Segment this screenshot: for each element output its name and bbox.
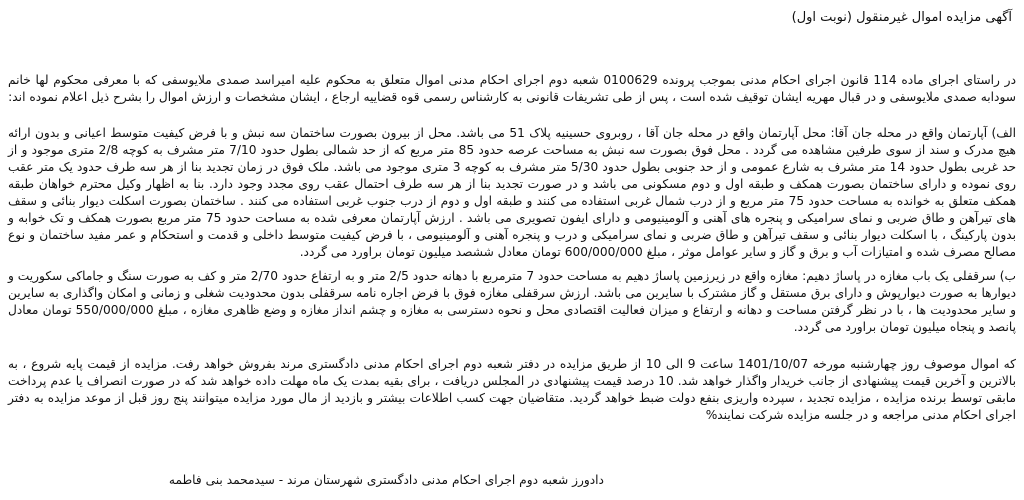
signature-line: دادورز شعبه دوم اجرای احکام مدنی دادگستری شهرستان مرند - سیدمحمد بنی فاطمه [168, 473, 604, 487]
notice-title: آگهی مزایده اموال غیرمنقول (نوبت اول) [791, 10, 1012, 25]
intro-paragraph: در راستای اجرای ماده 114 قانون اجرای احکام مدنی بموجب پرونده 0100629 شعبه دوم اجرای احکام مدنی اموال متعلق به محکوم علیه امیراسد صمدی ملایوسفی که با معرفی محکوم لها خانم سودابه صمدی ملایوسفی و در قبال مهریه ایشان توقیف شده است ، پس از طی تشریفات قانونی به کارشناس رسمی قوه قضاییه ارجاع ، ایشان مشخصات و ارزش اموال را بشرح ذیل اعلام نموده اند: [8, 73, 1016, 104]
auction-terms-paragraph: که اموال موصوف روز چهارشنبه مورخه 1401/10/07 ساعت 9 الی 10 از طریق مزایده در دفتر شعبه دوم اجرای احکام مدنی دادگستری مرند بفروش خواهد رفت. مزایده از قیمت پایه شروع ، به بالاترین و آخرین قیمت پیشنهادی از جانب خریدار واگذار خواهد شد. 10 درصد قیمت پیشنهادی در المجلس دریافت ، برای بقیه بمدت یک ماه مهلت داده خواهد شد که در صورت انصراف یا عدم پرداخت مابقی توسط برنده مزایده ، مزایده تجدید ، سپرده واریزی بنفع دولت ضبط خواهد گردید. متقاضیان جهت کسب اطلاعات بیشتر و بازدید از مال مورد مزایده میتوانند پنج روز قبل از موعد مزایده به دفتر اجرای احکام مدنی مراجعه و در جلسه مزایده شرکت نمایند% [8, 357, 1016, 422]
property-b-shop-paragraph: ب) سرقفلی یک باب مغازه در پاساژ دهیم: مغازه واقع در زیرزمین پاساژ دهیم به مساحت حدود 7 مترمربع با دهانه حدود 2/5 متر و به ارتفاع حدود 2/70 متر و کف به صورت سنگ و جاماکی سکوریت و دیوارها به صورت دیوارپوش و دارای برق مستقل و گاز مشترک با سایرین می باشد. ارزش سرقفلی مغازه فوق با فرض اجاره نامه سرقفلی بدون محدودیت شغلی و زمانی و امکان واگذاری به سایرین و سایر محدودیت ها ، با در نظر گرفتن مساحت و دهانه و ارتفاع و میزان فعالیت اقتصادی محل و نحوه دسترسی به مغازه و چشم انداز مغازه و وضع ظاهری مغازه ، مبلغ 550/000/000 تومان معادل پانصد و پنجاه میلیون تومان براورد می گردد. [8, 269, 1017, 334]
property-a-apartment-paragraph: الف) آپارتمان واقع در محله جان آقا: محل آپارتمان واقع در محله جان آقا ، روبروی حسینیه پلاک 51 می باشد. محل از بیرون بصورت ساختمان سه نبش و با فرض کیفیت متوسط اعیانی و بدون ارائه هیچ مدرک و سند از سوی طرفین مشاهده می گردد . محل فوق بصورت سه نبش به مساحت عرصه حدود 85 متر مربع که از حد شمالی بطول حدود 7/10 متر مشرف به کوچه 2/8 متری موجود و از حد غربی بطول حدود 14 متر مشرف به شارع عمومی و از حد جنوبی بطول حدود 5/30 متر مشرف به کوچه 3 متری موجود می باشد. ملک فوق در زمان تجدید بنا از هر سه طرف حدود یک متر عقب روی نموده و دارای ساختمان بصورت همکف و طبقه اول و دوم مسکونی می باشد و در صورت تجدید بنا از هر سه طرف احتمال عقب روی مجدد وجود دارد. بنا به اظهار وکیل محترم خواهان طبقه همکف متعلق به خوانده به مساحت حدود 75 متر مربع و از درب شمال غربی استفاده می کنند و طبقه اول و دوم از درب جنوب غربی استفاده می کنند . ساختمان بصورت اسکلت دیوار بنائی و سقف های تیرآهن و طاق ضربی و نمای سرامیکی و پنجره های آهنی و آلومینیومی و دارای ایفون تصویری می باشد . ارزش آپارتمان معرفی شده به مساحت حدود 75 متر مربع بصورت همکف و تک خوابه و بدون پارکینگ ، با اسکلت دیوار بنائی و سقف تیرآهن و طاق ضربی و نمای سرامیکی و درب و پنجره آهنی و آلومینیومی ، با فرض کیفیت متوسط داخلی و قدمت و استحکام و عمر مفید ساختمان و نوع مصالح مصرف شده و امتیازات آب و برق و گاز و سایر عوامل موثر ، مبلغ 600/000/000 تومان معادل ششصد میلیون تومان براورد می گردد. [8, 126, 1017, 259]
